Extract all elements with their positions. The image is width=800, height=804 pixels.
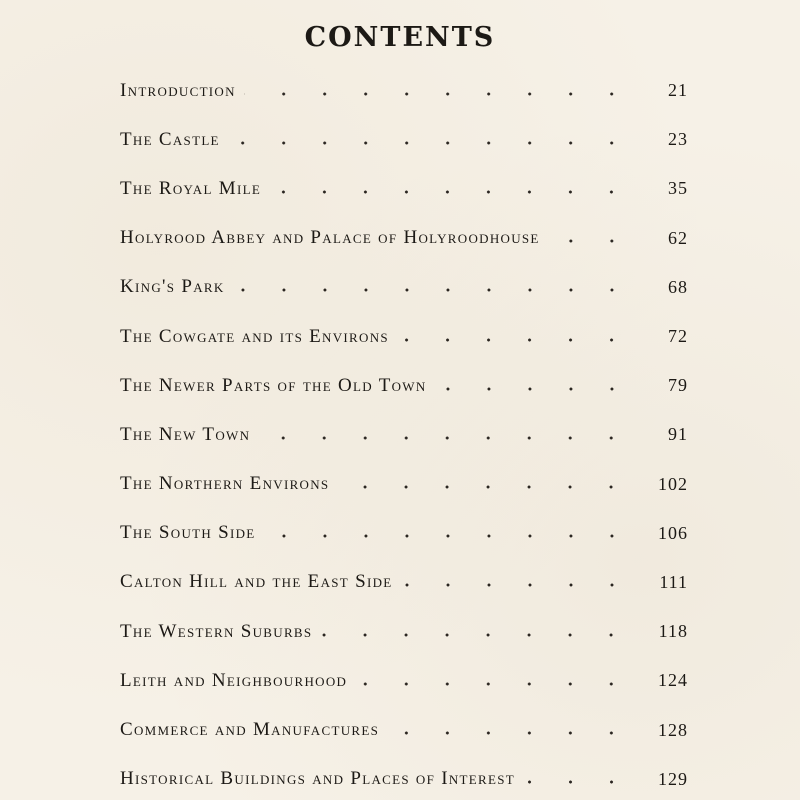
toc-entry [120, 164, 688, 213]
toc-entry-title: The Northern Environs [120, 473, 330, 495]
toc-entry [120, 263, 688, 312]
toc-entry [120, 361, 688, 410]
toc-page-number: 128 [658, 719, 688, 740]
toc-entry-title: The New Town [120, 423, 251, 445]
dot-leader [387, 726, 632, 740]
dot-leader [355, 677, 632, 691]
toc-page-number: 35 [668, 178, 688, 199]
dot-leader [401, 578, 633, 592]
dot-leader [228, 136, 632, 150]
toc-entry [120, 312, 688, 361]
toc-page-number: 62 [668, 227, 688, 248]
dot-leader [397, 333, 632, 347]
toc-page-number: 111 [659, 571, 688, 592]
toc-entry [120, 115, 688, 164]
dot-leader [269, 185, 632, 199]
dot-leader [435, 382, 632, 396]
dot-leader [337, 480, 632, 494]
dot-leader [258, 431, 632, 445]
toc-entry-title: King's Park [120, 276, 225, 298]
toc-page-number: 72 [668, 326, 688, 347]
toc-entry [120, 558, 688, 607]
toc-entry [120, 410, 688, 459]
toc-page-number: 68 [668, 276, 688, 297]
toc-entry [120, 755, 688, 804]
toc-page-number: 124 [658, 670, 688, 691]
toc-entry-title: The Castle [120, 128, 220, 150]
toc-page-number: 129 [658, 768, 688, 789]
toc-page-number: 79 [668, 375, 688, 396]
toc-entry-title: Commerce and Manufactures [120, 719, 380, 741]
toc-entry-title: Holyrood Abbey and Palace of Holyroodhouse [120, 227, 540, 249]
toc-entry-title: Historical Buildings and Places of Interest [120, 768, 515, 790]
toc-entry [120, 460, 688, 509]
toc-entry-title: The Newer Parts of the Old Town [120, 374, 427, 396]
toc-page-number: 91 [668, 424, 688, 445]
toc-page-number: 21 [668, 80, 688, 101]
toc-entry-title: The Cowgate and its Environs [120, 325, 389, 347]
toc-entry-title: The South Side [120, 522, 256, 544]
dot-leader [233, 283, 632, 297]
toc-page-number: 106 [658, 522, 688, 543]
toc-page-number: 23 [668, 129, 688, 150]
dot-leader [548, 234, 632, 248]
toc-page-number: 102 [658, 473, 688, 494]
toc-entry-title: Leith and Neighbourhood [120, 669, 348, 691]
toc-entry-title: Introduction [120, 79, 236, 101]
toc-entry [120, 607, 688, 656]
table-of-contents [120, 66, 688, 804]
toc-page-number: 118 [658, 621, 688, 642]
toc-entry-title: The Royal Mile [120, 177, 262, 199]
toc-entry-title: Calton Hill and the East Side [120, 571, 393, 593]
toc-entry [120, 66, 688, 115]
dot-leader [523, 775, 632, 789]
toc-entry [120, 509, 688, 558]
dot-leader [264, 529, 632, 543]
toc-entry [120, 214, 688, 263]
dot-leader [320, 628, 632, 642]
toc-entry-title: The Western Suburbs [120, 620, 313, 642]
dot-leader [244, 87, 632, 101]
toc-entry [120, 705, 688, 754]
toc-entry [120, 656, 688, 705]
contents-heading: CONTENTS [304, 22, 496, 53]
